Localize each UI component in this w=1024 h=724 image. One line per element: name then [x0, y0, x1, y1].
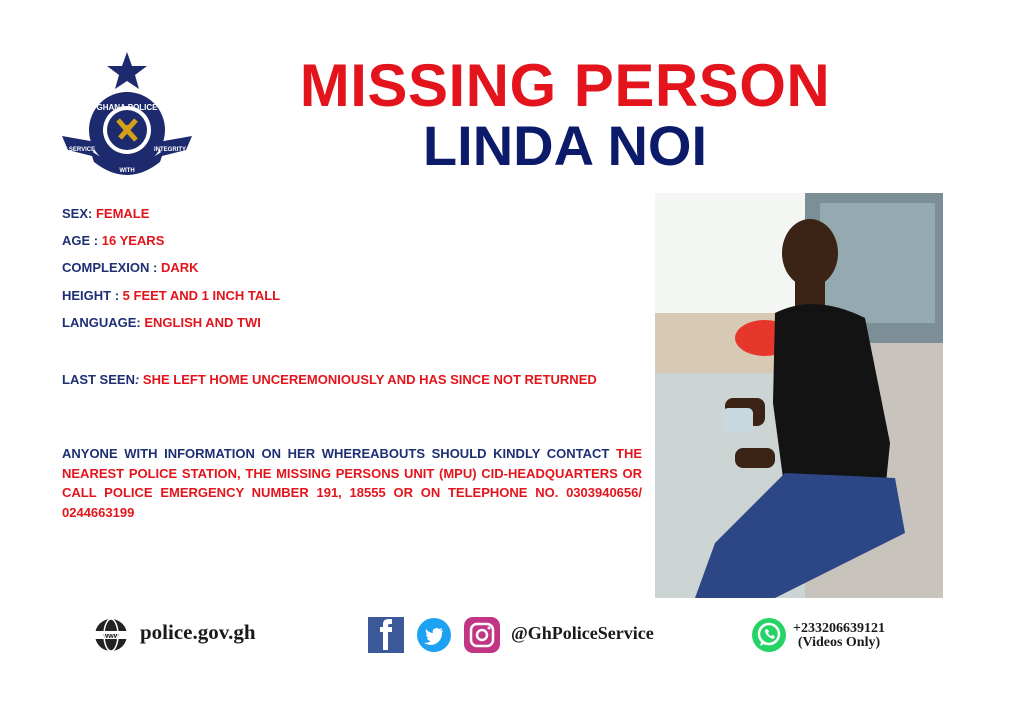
- detail-label: LANGUAGE:: [62, 315, 145, 330]
- detail-height: [62, 288, 280, 303]
- detail-value: FEMALE: [95, 206, 150, 221]
- person-name: LINDA NOI: [422, 114, 708, 177]
- last-seen-label: LAST SEEN: [62, 372, 135, 387]
- logo-ribbon-left: SERVICE: [68, 147, 96, 153]
- logo-ribbon-right: INTEGRITY: [153, 147, 187, 153]
- detail-label: COMPLEXION :: [62, 260, 161, 275]
- svg-text:www: www: [102, 633, 120, 640]
- detail-value: ENGLISH AND TWI: [144, 315, 261, 330]
- website-link[interactable]: police.gov.gh: [140, 620, 256, 644]
- detail-complexion: [62, 260, 199, 275]
- detail-age: [62, 233, 164, 248]
- detail-label: AGE :: [62, 233, 102, 248]
- globe-icon: [93, 617, 129, 653]
- logo-top-text: GHANA POLICE: [96, 103, 158, 112]
- whatsapp-contact[interactable]: [793, 622, 885, 650]
- last-seen: [62, 370, 642, 390]
- last-seen-colon: :: [134, 372, 143, 387]
- whatsapp-icon[interactable]: [751, 617, 787, 653]
- instagram-icon[interactable]: [464, 617, 500, 653]
- logo-ribbon-center: WITH: [119, 168, 135, 174]
- page-title: MISSING PERSON: [299, 52, 831, 119]
- whatsapp-note: (Videos Only): [797, 635, 881, 650]
- detail-label: SEX:: [62, 206, 96, 221]
- twitter-icon[interactable]: [416, 617, 452, 653]
- person-photo: [655, 193, 943, 598]
- detail-value: 5 FEET AND 1 INCH TALL: [122, 288, 281, 303]
- last-seen-value: SHE LEFT HOME UNCEREMONIOUSLY AND HAS SINCE NOT RETURNED: [142, 372, 597, 387]
- contact-info: [62, 444, 642, 522]
- contact-prefix: ANYONE WITH INFORMATION ON HER WHEREABOUTS SHOULD KINDLY CONTACT: [62, 446, 616, 461]
- whatsapp-number: +233206639121: [793, 621, 885, 636]
- detail-value: 16 YEARS: [101, 233, 165, 248]
- detail-value: DARK: [160, 260, 199, 275]
- facebook-icon[interactable]: [368, 617, 404, 653]
- detail-sex: [62, 206, 149, 221]
- ghana-police-badge-icon: [60, 50, 194, 184]
- social-handle[interactable]: @GhPoliceService: [511, 623, 654, 643]
- contact-value: THE NEAREST POLICE STATION, THE MISSING PERSONS UNIT (MPU) CID-HEADQUARTERS OR CALL POLICE EMERGENCY NUMBER 191, 18555 OR ON TELEPHONE NO. 0303940656/ 0244663199: [62, 446, 642, 520]
- detail-label: HEIGHT :: [62, 288, 123, 303]
- detail-language: [62, 315, 261, 330]
